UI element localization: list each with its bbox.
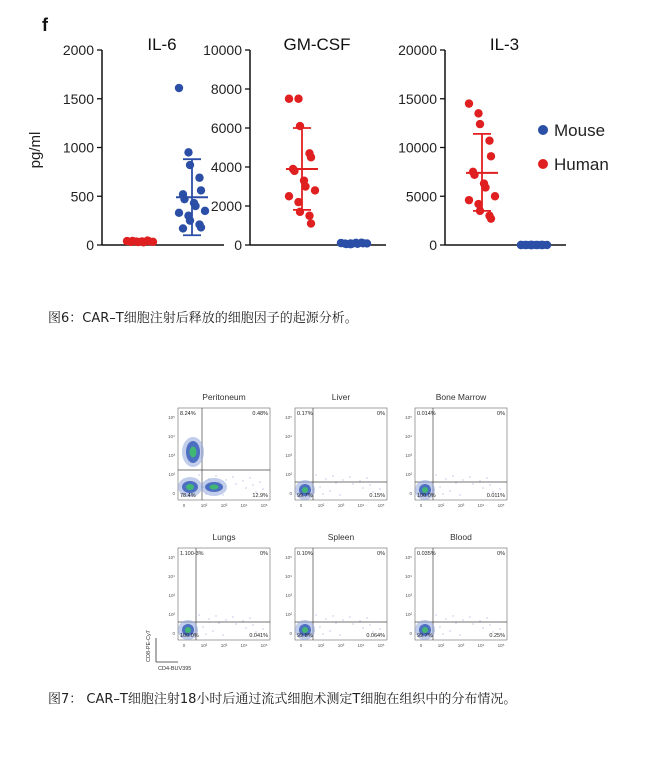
- event-dot: [446, 619, 447, 620]
- x-tick-label: 10⁴: [240, 643, 248, 648]
- event-dot: [236, 624, 237, 625]
- x-tick-label: 10⁴: [240, 503, 248, 508]
- x-tick-label: 10⁵: [377, 643, 385, 648]
- event-dot: [326, 479, 327, 480]
- y-tick-label: 10⁵: [285, 555, 292, 560]
- event-dot: [473, 484, 474, 485]
- event-dot: [313, 490, 314, 491]
- quadrant-lr-percent: 0.064%: [366, 633, 385, 639]
- data-point: [197, 223, 205, 231]
- flow-panel-blood: [405, 532, 507, 648]
- event-dot: [343, 480, 344, 481]
- x-tick-label: 10⁴: [357, 503, 365, 508]
- cell-population-peak: [190, 447, 197, 458]
- quadrant-ul-percent: 8.24%: [180, 411, 196, 417]
- quadrant-lr-percent: 0.25%: [489, 633, 505, 639]
- event-dot: [213, 491, 214, 492]
- flow-panel-bone-marrow: [405, 392, 507, 508]
- event-dot: [380, 629, 381, 630]
- y-tick-label: 10⁴: [168, 434, 175, 439]
- event-dot: [209, 479, 210, 480]
- scatter-chart-1: [203, 35, 386, 253]
- event-dot: [213, 631, 214, 632]
- y-tick-label: 10²: [405, 472, 412, 477]
- quadrant-lr-percent: 12.9%: [252, 493, 268, 499]
- event-dot: [443, 634, 444, 635]
- event-dot: [367, 478, 368, 479]
- x-tick-label: 10³: [457, 503, 465, 508]
- x-tick-label: 10²: [200, 503, 208, 508]
- event-dot: [370, 625, 371, 626]
- event-dot: [497, 482, 498, 483]
- data-point: [184, 148, 192, 156]
- event-dot: [463, 620, 464, 621]
- event-dot: [323, 494, 324, 495]
- event-dot: [250, 618, 251, 619]
- data-point: [179, 224, 187, 232]
- flow-panel-peritoneum: [168, 392, 270, 508]
- event-dot: [320, 627, 321, 628]
- event-dot: [497, 622, 498, 623]
- x-tick-label: 10⁵: [260, 503, 268, 508]
- event-dot: [233, 477, 234, 478]
- y-tick-label: 2000: [62, 42, 94, 58]
- x-tick-label: 10⁵: [497, 643, 505, 648]
- x-tick-label: 0: [419, 503, 423, 508]
- event-dot: [253, 625, 254, 626]
- event-dot: [223, 495, 224, 496]
- y-tick-label: 0: [172, 631, 175, 636]
- event-dot: [303, 626, 304, 627]
- legend-mouse-marker: [538, 125, 548, 135]
- event-dot: [223, 635, 224, 636]
- event-dot: [186, 626, 187, 627]
- event-dot: [436, 615, 437, 616]
- quadrant-ur-percent: 0%: [377, 411, 385, 417]
- event-dot: [433, 490, 434, 491]
- event-dot: [216, 476, 217, 477]
- legend-human-marker: [538, 159, 548, 169]
- event-dot: [377, 482, 378, 483]
- y-tick-label: 0: [289, 631, 292, 636]
- event-dot: [423, 486, 424, 487]
- quadrant-ur-percent: 0%: [260, 551, 268, 557]
- event-dot: [260, 482, 261, 483]
- event-dot: [206, 634, 207, 635]
- y-tick-label: 10²: [168, 472, 175, 477]
- y-tick-label: 10⁵: [168, 415, 175, 420]
- flow-panel-liver: [285, 392, 387, 508]
- data-point: [476, 120, 484, 128]
- legend-mouse-label: Mouse: [554, 121, 606, 140]
- event-dot: [340, 495, 341, 496]
- x-tick-label: 10³: [220, 503, 228, 508]
- event-dot: [487, 478, 488, 479]
- y-tick-label: 10³: [285, 453, 292, 458]
- event-dot: [196, 490, 197, 491]
- x-axis-label: CD4-BUV395: [158, 666, 192, 672]
- series-human: [465, 99, 499, 222]
- event-dot: [250, 478, 251, 479]
- y-tick-label: 0: [86, 237, 94, 253]
- y-tick-label: 0: [289, 491, 292, 496]
- y-tick-label: 10⁵: [168, 555, 175, 560]
- event-dot: [316, 615, 317, 616]
- quadrant-ll-percent: 99.7%: [297, 493, 313, 499]
- event-dot: [226, 620, 227, 621]
- x-tick-label: 10³: [457, 643, 465, 648]
- data-point: [296, 122, 304, 130]
- y-axis-label: pg/ml: [27, 131, 44, 169]
- quadrant-ul-percent: 1.100-3%: [180, 551, 204, 557]
- x-tick-label: 10³: [337, 643, 345, 648]
- quadrant-lr-percent: 0.15%: [369, 493, 385, 499]
- data-point: [487, 152, 495, 160]
- chart-title: GM-CSF: [283, 35, 351, 54]
- data-point: [491, 192, 499, 200]
- legend: [538, 121, 609, 174]
- panel-title: Blood: [450, 532, 472, 542]
- event-dot: [436, 475, 437, 476]
- event-dot: [336, 483, 337, 484]
- event-dot: [199, 475, 200, 476]
- data-point: [197, 186, 205, 194]
- data-point: [296, 208, 304, 216]
- event-dot: [473, 624, 474, 625]
- series-mouse: [337, 238, 371, 248]
- quadrant-ur-percent: 0%: [377, 551, 385, 557]
- event-dot: [480, 621, 481, 622]
- event-dot: [253, 485, 254, 486]
- data-point: [175, 209, 183, 217]
- data-point: [186, 216, 194, 224]
- y-tick-label: 10³: [405, 453, 412, 458]
- event-dot: [456, 623, 457, 624]
- event-dot: [219, 483, 220, 484]
- x-tick-label: 10⁵: [377, 503, 385, 508]
- series-mouse: [175, 84, 209, 235]
- x-tick-label: 0: [182, 503, 186, 508]
- y-tick-label: 0: [172, 491, 175, 496]
- event-dot: [440, 627, 441, 628]
- y-tick-label: 10⁴: [405, 434, 412, 439]
- event-dot: [487, 618, 488, 619]
- y-tick-label: 0: [429, 237, 437, 253]
- panel-title: Spleen: [327, 532, 355, 542]
- event-dot: [350, 617, 351, 618]
- panel-letter: f: [42, 15, 48, 35]
- event-dot: [363, 488, 364, 489]
- event-dot: [219, 623, 220, 624]
- data-point: [285, 192, 293, 200]
- y-tick-label: 8000: [210, 81, 242, 97]
- data-point: [307, 219, 315, 227]
- event-dot: [313, 630, 314, 631]
- event-dot: [326, 619, 327, 620]
- event-dot: [353, 484, 354, 485]
- event-dot: [453, 476, 454, 477]
- event-dot: [236, 484, 237, 485]
- data-point: [474, 109, 482, 117]
- event-dot: [470, 477, 471, 478]
- y-tick-label: 10²: [285, 612, 292, 617]
- event-dot: [320, 487, 321, 488]
- x-tick-label: 10⁴: [477, 643, 485, 648]
- event-dot: [243, 621, 244, 622]
- x-tick-label: 0: [182, 643, 186, 648]
- quadrant-ul-percent: 0.014%: [417, 411, 436, 417]
- y-tick-label: 10⁴: [285, 574, 292, 579]
- data-point: [285, 95, 293, 103]
- chart-area: [27, 35, 566, 253]
- event-dot: [263, 489, 264, 490]
- quadrant-ur-percent: 0%: [497, 551, 505, 557]
- data-point: [175, 84, 183, 92]
- x-tick-label: 10³: [220, 643, 228, 648]
- y-tick-label: 20000: [398, 42, 437, 58]
- quadrant-ur-percent: 0%: [497, 411, 505, 417]
- event-dot: [363, 628, 364, 629]
- y-tick-label: 10³: [285, 593, 292, 598]
- x-tick-label: 0: [299, 503, 303, 508]
- event-dot: [333, 616, 334, 617]
- event-dot: [483, 628, 484, 629]
- event-dot: [433, 630, 434, 631]
- event-dot: [440, 487, 441, 488]
- y-tick-label: 0: [409, 631, 412, 636]
- event-dot: [263, 629, 264, 630]
- y-tick-label: 10⁴: [285, 434, 292, 439]
- y-tick-label: 10²: [168, 612, 175, 617]
- scatter-chart-0: [27, 35, 224, 253]
- event-dot: [206, 494, 207, 495]
- data-point: [465, 99, 473, 107]
- figure-6-caption: 图6：CAR–T细胞注射后释放的细胞因子的起源分析。: [48, 311, 358, 326]
- event-dot: [470, 617, 471, 618]
- flow-panels: [168, 392, 507, 648]
- event-dot: [446, 479, 447, 480]
- data-point: [485, 136, 493, 144]
- event-dot: [246, 488, 247, 489]
- y-tick-label: 4000: [210, 159, 242, 175]
- x-tick-label: 10³: [337, 503, 345, 508]
- data-point: [294, 95, 302, 103]
- event-dot: [480, 481, 481, 482]
- event-dot: [243, 481, 244, 482]
- x-tick-label: 10²: [437, 643, 445, 648]
- data-point: [307, 153, 315, 161]
- event-dot: [456, 483, 457, 484]
- event-dot: [196, 630, 197, 631]
- quadrant-ul-percent: 0.10%: [297, 551, 313, 557]
- event-dot: [500, 489, 501, 490]
- event-dot: [209, 619, 210, 620]
- event-dot: [353, 624, 354, 625]
- y-tick-label: 15000: [398, 90, 437, 107]
- event-dot: [216, 616, 217, 617]
- figure-7: [0, 370, 650, 680]
- event-dot: [343, 620, 344, 621]
- y-tick-label: 1500: [62, 90, 94, 107]
- event-dot: [336, 623, 337, 624]
- quadrant-ul-percent: 0.035%: [417, 551, 436, 557]
- event-dot: [226, 480, 227, 481]
- event-dot: [203, 487, 204, 488]
- x-tick-label: 10²: [317, 503, 325, 508]
- cell-population-peak: [210, 485, 219, 490]
- y-tick-label: 10000: [203, 42, 242, 58]
- event-dot: [380, 489, 381, 490]
- event-dot: [463, 480, 464, 481]
- event-dot: [330, 491, 331, 492]
- quadrant-ll-percent: 99.8%: [297, 633, 313, 639]
- flow-panel-lungs: [168, 532, 270, 648]
- quadrant-ll-percent: 100.0%: [180, 633, 199, 639]
- event-dot: [199, 615, 200, 616]
- series-human: [123, 236, 157, 246]
- figure-7-caption: 图7： CAR–T细胞注射18小时后通过流式细胞术测定T细胞在组织中的分布情况。: [48, 692, 517, 707]
- figure-6: [0, 0, 650, 300]
- quadrant-lr-percent: 0.041%: [249, 633, 268, 639]
- event-dot: [360, 481, 361, 482]
- event-dot: [350, 477, 351, 478]
- event-dot: [453, 616, 454, 617]
- panel-title: Peritoneum: [202, 392, 246, 402]
- event-dot: [233, 617, 234, 618]
- event-dot: [423, 626, 424, 627]
- x-tick-label: 10⁴: [357, 643, 365, 648]
- data-point: [186, 161, 194, 169]
- scatter-chart-2: [398, 35, 566, 253]
- x-tick-label: 0: [419, 643, 423, 648]
- quadrant-ul-percent: 0.17%: [297, 411, 313, 417]
- event-dot: [333, 476, 334, 477]
- event-dot: [316, 475, 317, 476]
- data-point: [201, 207, 209, 215]
- y-tick-label: 10³: [168, 453, 175, 458]
- y-tick-label: 10²: [285, 472, 292, 477]
- y-tick-label: 10²: [405, 612, 412, 617]
- x-tick-label: 10⁵: [260, 643, 268, 648]
- y-axis-label: CD8-PE-Cy7: [146, 630, 152, 662]
- y-tick-label: 6000: [210, 120, 242, 136]
- quadrant-ll-percent: 99.7%: [417, 633, 433, 639]
- event-dot: [450, 491, 451, 492]
- panel-title: Bone Marrow: [435, 392, 487, 402]
- y-tick-label: 10⁵: [285, 415, 292, 420]
- event-dot: [460, 635, 461, 636]
- series-human: [285, 95, 319, 228]
- event-dot: [340, 635, 341, 636]
- x-tick-label: 10⁵: [497, 503, 505, 508]
- data-point: [305, 212, 313, 220]
- event-dot: [260, 622, 261, 623]
- y-tick-label: 0: [409, 491, 412, 496]
- event-dot: [490, 485, 491, 486]
- x-tick-label: 10⁴: [477, 503, 485, 508]
- quadrant-ll-percent: 100.0%: [417, 493, 436, 499]
- event-dot: [377, 622, 378, 623]
- event-dot: [367, 618, 368, 619]
- y-tick-label: 10⁴: [168, 574, 175, 579]
- legend-human-label: Human: [554, 155, 609, 174]
- flow-panel-spleen: [285, 532, 387, 648]
- y-tick-label: 10⁵: [405, 415, 412, 420]
- chart-title: IL-3: [489, 35, 520, 54]
- y-tick-label: 2000: [210, 198, 242, 214]
- data-point: [311, 186, 319, 194]
- y-tick-label: 10³: [168, 593, 175, 598]
- panel-title: Liver: [331, 392, 351, 402]
- y-tick-label: 10⁴: [405, 574, 412, 579]
- y-tick-label: 10000: [398, 139, 437, 156]
- data-point: [487, 214, 495, 222]
- x-tick-label: 10²: [437, 503, 445, 508]
- event-dot: [370, 485, 371, 486]
- event-dot: [450, 631, 451, 632]
- event-dot: [303, 486, 304, 487]
- chart-title: IL-6: [147, 35, 177, 54]
- x-tick-label: 10²: [317, 643, 325, 648]
- panel-title: Lungs: [212, 532, 236, 542]
- y-tick-label: 1000: [62, 139, 94, 156]
- y-tick-label: 10³: [405, 593, 412, 598]
- event-dot: [203, 627, 204, 628]
- event-dot: [500, 629, 501, 630]
- y-tick-label: 5000: [405, 188, 437, 205]
- quadrant-ur-percent: 0.48%: [252, 411, 268, 417]
- event-dot: [483, 488, 484, 489]
- event-dot: [360, 621, 361, 622]
- y-tick-label: 0: [234, 237, 242, 253]
- x-tick-label: 0: [299, 643, 303, 648]
- event-dot: [330, 631, 331, 632]
- event-dot: [323, 634, 324, 635]
- event-dot: [460, 495, 461, 496]
- data-point: [465, 196, 473, 204]
- y-tick-label: 10⁵: [405, 555, 412, 560]
- quadrant-ll-percent: 78.4%: [180, 493, 196, 499]
- event-dot: [186, 486, 187, 487]
- y-tick-label: 500: [70, 188, 94, 205]
- event-dot: [443, 494, 444, 495]
- event-dot: [490, 625, 491, 626]
- series-mouse: [517, 241, 551, 249]
- data-point: [195, 174, 203, 182]
- cell-population-peak: [186, 484, 194, 490]
- x-tick-label: 10²: [200, 643, 208, 648]
- quadrant-lr-percent: 0.011%: [486, 493, 505, 499]
- event-dot: [246, 628, 247, 629]
